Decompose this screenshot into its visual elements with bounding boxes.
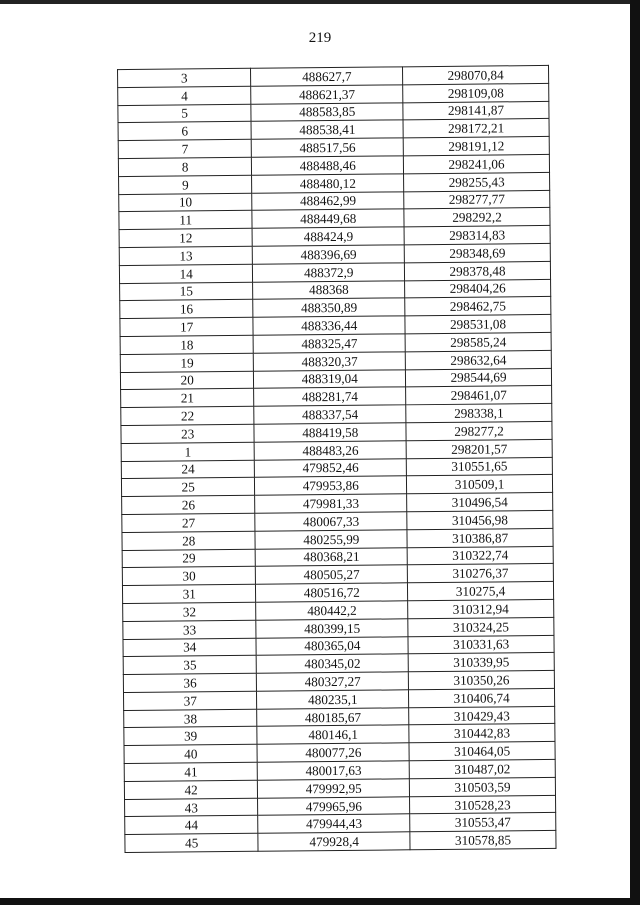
y-coordinate-cell: 298277,77 (404, 190, 550, 209)
point-number-cell: 10 (119, 193, 253, 212)
y-coordinate-cell: 310275,4 (408, 582, 554, 601)
x-coordinate-cell: 488372,9 (253, 263, 405, 282)
y-coordinate-cell: 298241,06 (404, 154, 550, 173)
point-number-cell: 44 (125, 816, 259, 835)
y-coordinate-cell: 310578,85 (410, 831, 556, 850)
point-number-cell: 4 (118, 86, 252, 105)
y-coordinate-cell: 298462,75 (405, 297, 551, 316)
y-coordinate-cell: 298531,08 (405, 315, 551, 334)
x-coordinate-cell: 488517,56 (252, 138, 404, 157)
x-coordinate-cell: 488621,37 (251, 85, 403, 104)
x-coordinate-cell: 488319,04 (254, 369, 406, 388)
point-number-cell: 19 (120, 353, 254, 372)
point-number-cell: 35 (123, 656, 257, 675)
coordinates-table (117, 65, 557, 853)
x-coordinate-cell: 479965,96 (258, 796, 410, 815)
x-coordinate-cell: 479953,86 (255, 476, 407, 495)
x-coordinate-cell: 480368,21 (256, 547, 408, 566)
x-coordinate-cell: 479852,46 (255, 458, 407, 477)
page-number: 219 (308, 30, 332, 46)
x-coordinate-cell: 480146,1 (257, 725, 409, 744)
point-number-cell: 32 (123, 602, 257, 621)
point-number-cell: 33 (123, 620, 257, 639)
point-number-cell: 43 (125, 798, 259, 817)
x-coordinate-cell: 488424,9 (252, 227, 404, 246)
x-coordinate-cell: 480505,27 (256, 565, 408, 584)
x-coordinate-cell: 480017,63 (258, 761, 410, 780)
point-number-cell: 20 (120, 371, 254, 390)
x-coordinate-cell: 488480,12 (252, 174, 404, 193)
y-coordinate-cell: 298070,84 (403, 65, 549, 84)
x-coordinate-cell: 488483,26 (255, 441, 407, 460)
y-coordinate-cell: 310553,47 (410, 813, 556, 832)
y-coordinate-cell: 298544,69 (406, 368, 552, 387)
y-coordinate-cell: 298201,57 (406, 439, 552, 458)
point-number-cell: 22 (121, 406, 255, 425)
x-coordinate-cell: 480327,27 (257, 672, 409, 691)
point-number-cell: 25 (121, 478, 255, 497)
y-coordinate-cell: 298461,07 (406, 386, 552, 405)
y-coordinate-cell: 310496,54 (407, 493, 553, 512)
point-number-cell: 8 (118, 157, 252, 176)
point-number-cell: 21 (121, 389, 255, 408)
y-coordinate-cell: 298338,1 (406, 404, 552, 423)
y-coordinate-cell: 310312,94 (408, 599, 554, 618)
table-row (125, 831, 556, 853)
y-coordinate-cell: 310487,02 (409, 759, 555, 778)
y-coordinate-cell: 310429,43 (409, 706, 555, 725)
point-number-cell: 1 (121, 442, 255, 461)
point-number-cell: 17 (120, 317, 254, 336)
x-coordinate-cell: 480235,1 (257, 690, 409, 709)
point-number-cell: 39 (124, 727, 258, 746)
y-coordinate-cell: 310509,1 (407, 475, 553, 494)
x-coordinate-cell: 480365,04 (256, 636, 408, 655)
y-coordinate-cell: 298632,64 (405, 350, 551, 369)
y-coordinate-cell: 298585,24 (405, 332, 551, 351)
point-number-cell: 37 (123, 691, 257, 710)
point-number-cell: 31 (122, 584, 256, 603)
y-coordinate-cell: 310339,95 (408, 653, 554, 672)
point-number-cell: 40 (124, 745, 258, 764)
point-number-cell: 41 (124, 762, 258, 781)
y-coordinate-cell: 310442,83 (409, 724, 555, 743)
x-coordinate-cell: 488583,85 (251, 102, 403, 121)
x-coordinate-cell: 479992,95 (258, 779, 410, 798)
y-coordinate-cell: 310386,87 (407, 528, 553, 547)
y-coordinate-cell: 298277,2 (406, 421, 552, 440)
x-coordinate-cell: 488281,74 (254, 387, 406, 406)
x-coordinate-cell: 479981,33 (255, 494, 407, 513)
point-number-cell: 11 (119, 211, 253, 230)
y-coordinate-cell: 310322,74 (407, 546, 553, 565)
y-coordinate-cell: 298191,12 (403, 137, 549, 156)
point-number-cell: 3 (118, 68, 252, 87)
x-coordinate-cell: 488396,69 (253, 245, 405, 264)
x-coordinate-cell: 479928,4 (258, 832, 410, 851)
x-coordinate-cell: 480442,2 (256, 601, 408, 620)
x-coordinate-cell: 488368 (253, 280, 405, 299)
x-coordinate-cell: 488320,37 (254, 352, 406, 371)
y-coordinate-cell: 310276,37 (407, 564, 553, 583)
coordinates-table-body (118, 65, 556, 852)
point-number-cell: 12 (119, 228, 253, 247)
y-coordinate-cell: 310464,05 (409, 742, 555, 761)
x-coordinate-cell: 479944,43 (258, 814, 410, 833)
point-number-cell: 45 (125, 834, 259, 853)
x-coordinate-cell: 480255,99 (255, 530, 407, 549)
point-number-cell: 6 (118, 122, 252, 141)
point-number-cell: 7 (118, 139, 252, 158)
y-coordinate-cell: 298292,2 (404, 208, 550, 227)
y-coordinate-cell: 298255,43 (404, 172, 550, 191)
point-number-cell: 15 (120, 282, 254, 301)
x-coordinate-cell: 488336,44 (253, 316, 405, 335)
point-number-cell: 16 (120, 300, 254, 319)
y-coordinate-cell: 298378,48 (405, 261, 551, 280)
x-coordinate-cell: 488462,99 (252, 191, 404, 210)
point-number-cell: 28 (122, 531, 256, 550)
y-coordinate-cell: 310324,25 (408, 617, 554, 636)
point-number-cell: 27 (122, 513, 256, 532)
y-coordinate-cell: 310406,74 (409, 688, 555, 707)
x-coordinate-cell: 488449,68 (252, 209, 404, 228)
y-coordinate-cell: 310551,65 (406, 457, 552, 476)
point-number-cell: 42 (124, 780, 258, 799)
x-coordinate-cell: 480399,15 (256, 619, 408, 638)
x-coordinate-cell: 480516,72 (256, 583, 408, 602)
x-coordinate-cell: 480077,26 (257, 743, 409, 762)
y-coordinate-cell: 310456,98 (407, 510, 553, 529)
point-number-cell: 5 (118, 104, 252, 123)
scan-edge-right (630, 0, 640, 905)
point-number-cell: 36 (123, 673, 257, 692)
y-coordinate-cell: 310503,59 (409, 777, 555, 796)
y-coordinate-cell: 310331,63 (408, 635, 554, 654)
point-number-cell: 34 (123, 638, 257, 657)
point-number-cell: 23 (121, 424, 255, 443)
x-coordinate-cell: 488337,54 (254, 405, 406, 424)
point-number-cell: 30 (122, 567, 256, 586)
x-coordinate-cell: 480345,02 (257, 654, 409, 673)
x-coordinate-cell: 480067,33 (255, 512, 407, 531)
point-number-cell: 9 (119, 175, 253, 194)
y-coordinate-cell: 298172,21 (403, 119, 549, 138)
x-coordinate-cell: 488350,89 (253, 298, 405, 317)
y-coordinate-cell: 310528,23 (410, 795, 556, 814)
point-number-cell: 14 (119, 264, 253, 283)
point-number-cell: 38 (124, 709, 258, 728)
point-number-cell: 24 (121, 460, 255, 479)
y-coordinate-cell: 298141,87 (403, 101, 549, 120)
y-coordinate-cell: 298404,26 (405, 279, 551, 298)
point-number-cell: 26 (122, 495, 256, 514)
point-number-cell: 13 (119, 246, 253, 265)
x-coordinate-cell: 480185,67 (257, 707, 409, 726)
x-coordinate-cell: 488627,7 (251, 67, 403, 86)
scan-edge-top (0, 0, 640, 4)
y-coordinate-cell: 298348,69 (404, 243, 550, 262)
y-coordinate-cell: 298314,83 (404, 226, 550, 245)
x-coordinate-cell: 488419,58 (254, 423, 406, 442)
y-coordinate-cell: 310350,26 (408, 670, 554, 689)
point-number-cell: 29 (122, 549, 256, 568)
x-coordinate-cell: 488538,41 (251, 120, 403, 139)
point-number-cell: 18 (120, 335, 254, 354)
x-coordinate-cell: 488325,47 (253, 334, 405, 353)
y-coordinate-cell: 298109,08 (403, 83, 549, 102)
x-coordinate-cell: 488488,46 (252, 156, 404, 175)
scan-edge-bottom (0, 898, 640, 905)
